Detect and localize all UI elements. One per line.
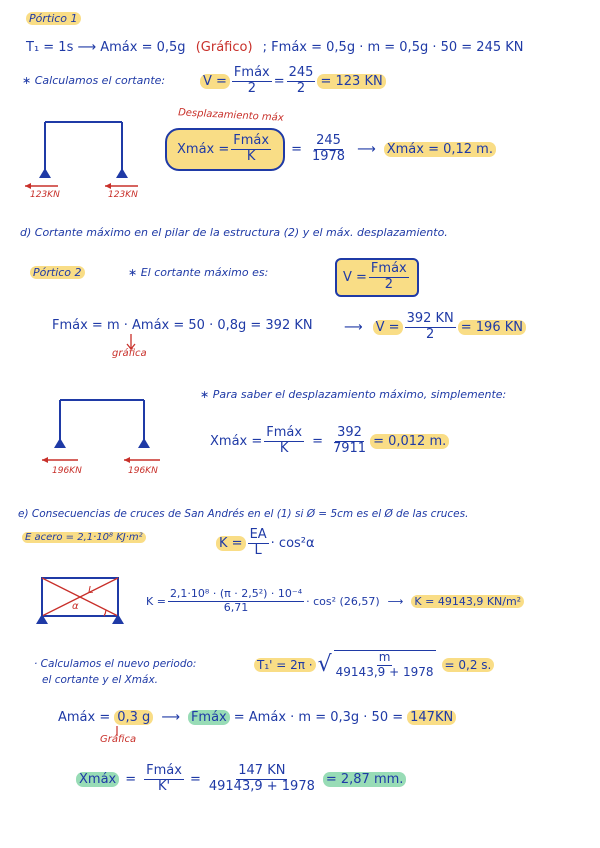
p1-title-text: Pórtico 1	[26, 12, 81, 25]
e-k-den: L	[254, 542, 262, 558]
p2-v2-result: = 196 KN	[458, 320, 526, 335]
p2-v-num: Fmáx	[370, 261, 407, 276]
e-amax-lhs: Amáx =	[58, 710, 111, 725]
p2-grafica: gráfica	[112, 348, 147, 359]
p2-force-right: 196KN	[128, 466, 158, 476]
p2-desp-label: ∗ Para saber el desplazamiento máximo, simplemente:	[200, 388, 507, 401]
p2-v2-num: 392 KN	[406, 311, 454, 326]
p2-xmax-eq	[210, 426, 449, 457]
p1-v-result: = 123 KN	[317, 74, 385, 89]
e-amax-arrow: ⟶	[161, 710, 180, 725]
p2-title-text: Pórtico 2	[30, 266, 85, 279]
e-t-den: 49143,9 + 1978	[335, 664, 434, 679]
sqrt-icon: √	[317, 652, 332, 678]
p1-force-left: 123KN	[30, 190, 60, 200]
e-xmax-eq	[76, 764, 406, 795]
p1-line1	[26, 40, 524, 55]
e-kcalc-num: 2,1·10⁸ · (π · 2,5²) · 10⁻⁴	[169, 587, 303, 600]
p1-desp-label: Desplazamiento máx	[177, 107, 284, 124]
e-kcalc-den: 6,71	[223, 600, 249, 614]
e-t-result: = 0,2 s.	[442, 658, 495, 672]
e-acero-text: E acero = 2,1·10⁸ KJ·m²	[22, 532, 146, 543]
e-kcalc-lhs: K =	[146, 594, 166, 608]
p2-frame-drawing	[38, 396, 168, 476]
p1-cortante-label: ∗ Calculamos el cortante:	[22, 74, 166, 87]
e-t-lhs: T₁' = 2π ·	[254, 658, 316, 672]
e-kcalc	[146, 588, 524, 614]
p1-x-result: Xmáx = 0,12 m.	[384, 142, 496, 157]
e-k-rest: · cos²α	[270, 535, 315, 551]
p1-x-lhs: Xmáx =	[177, 141, 230, 157]
p1-v-num2: 245	[288, 65, 314, 80]
p1-v-lhs: V =	[200, 74, 230, 89]
p1-frame-drawing	[20, 118, 130, 198]
p1-x-den2: 1978	[311, 148, 346, 164]
p1-force-right: 123KN	[108, 190, 138, 200]
p2-x-den2: 7911	[332, 440, 367, 456]
p1-x-num2: 245	[316, 133, 341, 148]
e-heading: e) Consecuencias de cruces de San Andrés en el (1) si Ø = 5cm es el Ø de las cruces.	[18, 508, 469, 520]
p1-line1-b: ; Fmáx = 0,5g · m = 0,5g · 50 = 245 KN	[262, 40, 524, 55]
p1-cortante-eq	[200, 66, 386, 97]
p1-v-eq: =	[273, 73, 285, 89]
p2-v2-den: 2	[426, 326, 435, 342]
p2-force-left: 196KN	[52, 466, 82, 476]
e-periodo-label2: el cortante y el Xmáx.	[42, 674, 159, 686]
e-t-num: m	[378, 650, 391, 664]
e-k-lhs: K =	[216, 536, 246, 551]
e-fmax: Fmáx	[188, 710, 230, 725]
p1-line1-grafico: (Gráfico)	[195, 40, 253, 55]
e-x-lhs: Xmáx	[76, 772, 119, 787]
p2-v2-lhs: V =	[373, 320, 403, 335]
p2-v-box	[335, 258, 419, 297]
e-x-num2: 147 KN	[238, 763, 286, 778]
p1-xmax-eq	[165, 128, 496, 171]
p1-line1-a: T₁ = 1s ⟶ Amáx = 0,5g	[26, 40, 186, 55]
e-t-eq	[254, 650, 494, 680]
p1-x-arrow: ⟶	[357, 141, 376, 157]
e-x-result: = 2,87 mm.	[323, 772, 407, 787]
p2-x-num: Fmáx	[266, 425, 303, 440]
p2-arrow: ⟶	[344, 319, 363, 335]
p2-v-lhs: V =	[343, 269, 367, 285]
p1-title	[26, 12, 81, 25]
p2-v-box-wrap	[335, 258, 419, 297]
p1-v-num: Fmáx	[233, 65, 270, 80]
p2-x-lhs: Xmáx =	[210, 433, 263, 449]
p1-x-num: Fmáx	[233, 133, 270, 148]
e-kcalc-arrow: ⟶	[387, 594, 404, 608]
e-kcalc-result: K = 49143,9 KN/m²	[411, 595, 524, 608]
e-x-den2: 49143,9 + 1978	[208, 778, 315, 794]
p1-xmax-box	[165, 128, 285, 171]
p1-v-den2: 2	[296, 80, 306, 96]
e-k-formula	[216, 528, 315, 559]
p2-x-num2: 392	[337, 425, 362, 440]
p2-x-eq: =	[312, 433, 323, 449]
e-kcalc-rest: · cos² (26,57)	[306, 594, 380, 608]
e-braced-frame	[34, 574, 144, 634]
e-x-num: Fmáx	[146, 763, 182, 778]
e-fmax-result: 147KN	[407, 710, 456, 725]
e-amax-val: 0,3 g	[114, 710, 153, 725]
e-frame-L: L	[88, 585, 94, 596]
p1-x-eq: =	[291, 141, 302, 157]
e-x-den: K'	[157, 778, 171, 794]
p2-x-result: = 0,012 m.	[370, 434, 449, 449]
e-x-eq: =	[125, 771, 137, 787]
p2-title	[30, 266, 85, 279]
p1-x-den: K	[246, 148, 256, 164]
p2-v-den: 2	[384, 276, 393, 292]
e-x-eq2: =	[189, 771, 201, 787]
p1-v-den: 2	[247, 80, 256, 96]
e-grafica: Gráfica	[100, 734, 137, 745]
e-fmax-rest: = Amáx · m = 0,3g · 50 =	[233, 710, 404, 725]
e-frame-alpha: α	[72, 601, 79, 612]
p2-cortante-label: ∗ El cortante máximo es:	[128, 266, 269, 279]
e-k-num: EA	[249, 527, 267, 542]
e-amax-line	[58, 710, 456, 725]
p2-x-den: K	[279, 440, 289, 456]
e-acero	[22, 532, 146, 543]
p2-f-line: Fmáx = m · Amáx = 50 · 0,8g = 392 KN	[52, 318, 313, 333]
e-periodo-label1: · Calculamos el nuevo periodo:	[34, 658, 197, 670]
p2-v2-eq	[344, 312, 526, 343]
d-heading: d) Cortante máximo en el pilar de la estructura (2) y el máx. desplazamiento.	[20, 226, 448, 239]
